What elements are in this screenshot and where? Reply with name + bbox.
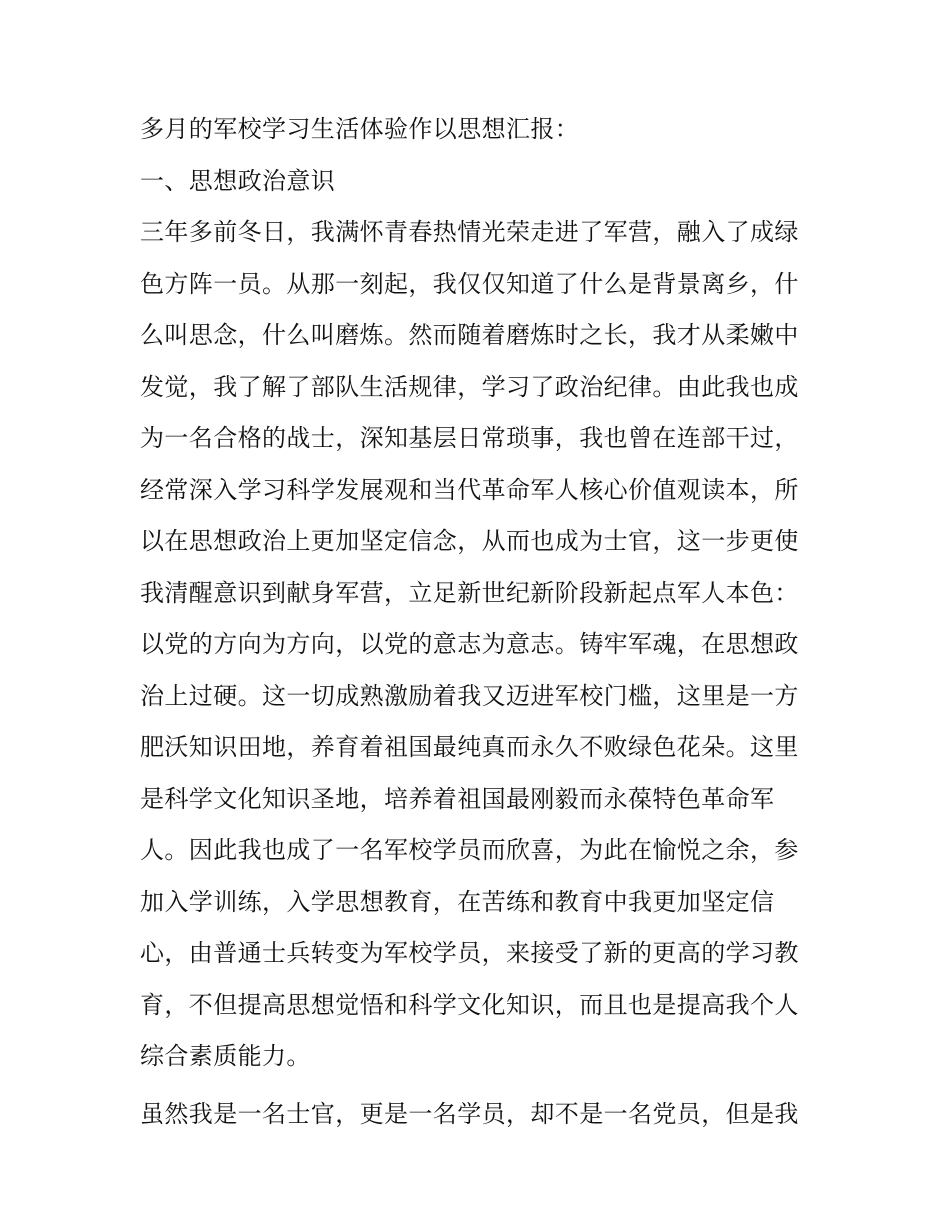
paragraph-line: 肥沃知识田地，养育着祖国最纯真而永久不败绿色花朵。这里: [140, 733, 799, 761]
intro-line: 多月的军校学习生活体验作以思想汇报：: [140, 115, 580, 143]
paragraph-1: [140, 207, 820, 1083]
paragraph-line: 综合素质能力。: [140, 1042, 311, 1070]
paragraph-line: 么叫思念，什么叫磨炼。然而随着磨炼时之长，我才从柔嫩中: [140, 321, 799, 349]
paragraph-line: 育，不但提高思想觉悟和科学文化知识，而且也是提高我个人: [140, 990, 799, 1019]
paragraph-line: 虽然我是一名士官，更是一名学员，却不是一名党员，但是我: [140, 1099, 799, 1128]
paragraph-line: 三年多前冬日，我满怀青春热情光荣走进了军营，融入了成绿: [140, 218, 799, 246]
paragraph-line: 心，由普通士兵转变为军校学员，来接受了新的更高的学习教: [140, 939, 799, 967]
paragraph-line: 为一名合格的战士，深知基层日常琐事，我也曾在连部干过，: [140, 424, 799, 452]
section-heading: 一、思想政治意识: [140, 166, 336, 195]
paragraph-line: 以在思想政治上更加坚定信念，从而也成为士官，这一步更使: [140, 527, 799, 555]
paragraph-line: 以党的方向为方向，以党的意志为意志。铸牢军魂，在思想政: [140, 630, 799, 658]
paragraph-line: 人。因此我也成了一名军校学员而欣喜，为此在愉悦之余，参: [140, 836, 799, 864]
paragraph-line: 加入学训练，入学思想教育，在苦练和教育中我更加坚定信: [140, 887, 775, 916]
paragraph-line: 色方阵一员。从那一刻起，我仅仅知道了什么是背景离乡，什: [140, 269, 799, 298]
paragraph-line: 我清醒意识到献身军营，立足新世纪新阶段新起点军人本色：: [140, 578, 799, 607]
paragraph-2: [140, 1089, 820, 1141]
paragraph-line: 发觉，我了解了部队生活规律，学习了政治纪律。由此我也成: [140, 372, 799, 401]
paragraph-line: 是科学文化知识圣地，培养着祖国最刚毅而永葆特色革命军: [140, 784, 775, 813]
paragraph-line: 经常深入学习科学发展观和当代革命军人核心价值观读本，所: [140, 475, 799, 504]
document-body: [140, 104, 820, 1140]
paragraph-line: 治上过硬。这一切成熟激励着我又迈进军校门槛，这里是一方: [140, 681, 799, 710]
